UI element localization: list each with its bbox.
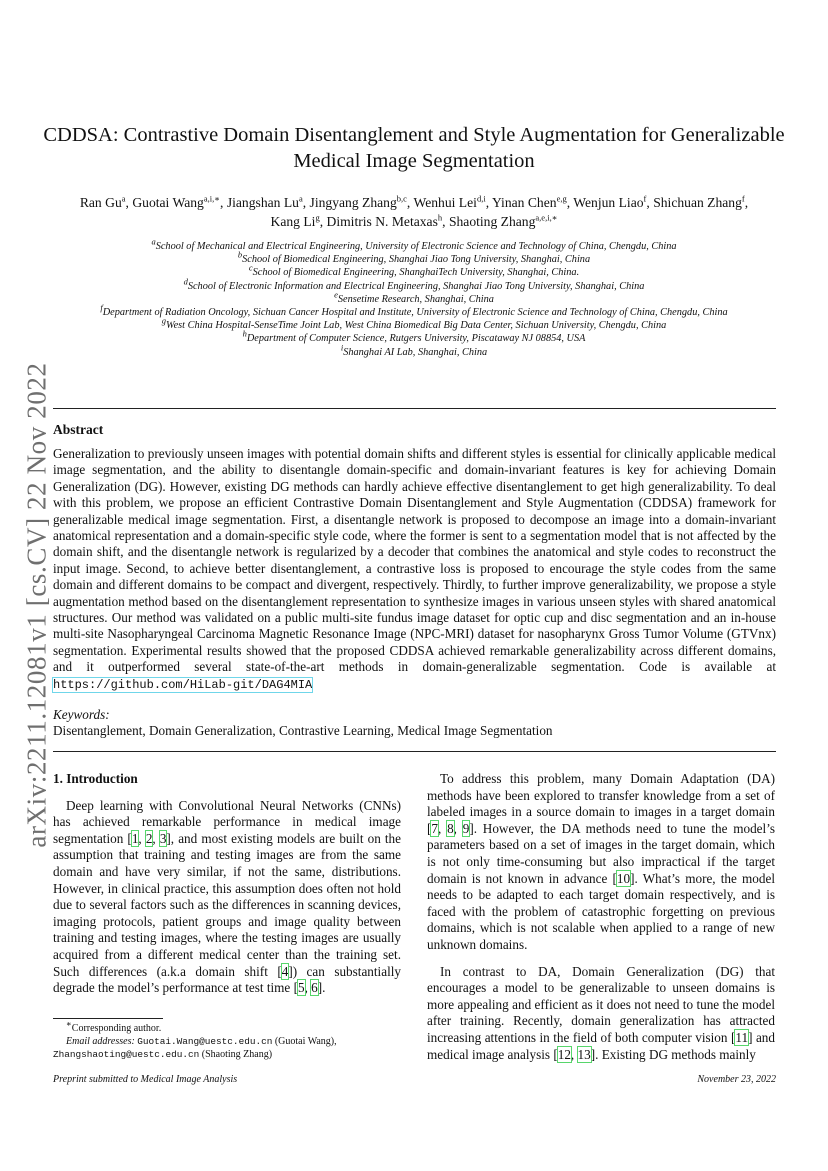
footer-date: November 23, 2022 [697,1074,776,1085]
affiliation: $^g$West China Hospital-SenseTime Joint Lab, West China Biomedical Big Data Center, Sichuan University, Chengdu, China [161,315,667,332]
citation-link[interactable]: 5 [297,980,305,996]
affiliation: $^a$School of Mechanical and Electrical Engineering, University of Electronic Science and Technology of China, Chengdu, China [151,236,677,252]
citation-link[interactable]: 3 [159,830,167,846]
affiliation: $^d$School of Electronic Information and Electrical Engineering, Shanghai Jiao Tong University, Shanghai, China [183,276,645,292]
author: Guotai Wang$^{a,i,∗}$ [132,193,221,210]
affiliation: $^i$Shanghai AI Lab, Shanghai, China [340,342,488,358]
intro-paragraph-3: In contrast to DA, Domain Generalization (DG) that encourages a model to be generalizable to unseen domains is more appealing and efficient as it does not need to tune the model after training. Recently, domain generalization has attracted increasing attentions in the field of both computer vision [11] and medical image analysis [12, 13]. Existing DG methods mainly [427,963,775,1062]
author: Shaoting Zhang$^{a,e,i,∗}$ [448,212,558,229]
citation-link[interactable]: 2 [145,830,153,846]
citation-link[interactable]: 4 [281,963,289,979]
arxiv-id: arXiv:2211.12081v1 [cs.CV] 22 Nov 2022 [21,362,52,848]
citation-link[interactable]: 6 [311,980,318,996]
arxiv-sidebar [22,355,52,855]
author: Wenhui Lei$^{d,i}$ [413,193,486,210]
affiliation: $^b$School of Biomedical Engineering, Shanghai Jiao Tong University, Shanghai, China [237,249,591,266]
affiliation: $^e$Sensetime Research, Shanghai, China [334,289,494,305]
citation-link[interactable]: 1 [131,830,139,846]
author: Shichuan Zhang$^f$ [653,193,745,210]
affiliation: $^c$School of Biomedical Engineering, ShanghaiTech University, Shanghai, China. [248,262,580,279]
citation-link[interactable]: 11 [735,1029,749,1045]
footnote-emails-cont: Zhangshaoting@uestc.edu.cn (Shaoting Zhang) [53,1049,273,1060]
email-link[interactable]: Zhangshaoting@uestc.edu.cn [53,1049,200,1060]
affiliation: $^f$Department of Radiation Oncology, Sichuan Cancer Hospital and Institute, University of Electronic Science and Technology of China, Chengdu, China [100,302,728,319]
keywords-heading: Keywords: [53,707,110,722]
affiliation-list [40,236,788,359]
author: Ran Gu$^a$ [79,193,126,210]
right-column [427,771,775,1063]
author: Wenjun Liao$^f$ [573,193,647,210]
footnote-emails: Email addresses: Guotai.Wang@uestc.edu.cn (Guotai Wang), [66,1036,337,1047]
citation-link[interactable]: 10 [616,870,631,886]
author-list: Ran Gu$^a$, Guotai Wang$^{a,i,∗}$, Jiangshan Lu$^a$, Jingyang Zhang$^{b,c}$, Wenhui Lei$^{d,i}$, Yinan Chen$^{e,g}$, Wenjun Liao$^f$, Shichuan Zhang$^f$, Kang Li$^g$, Dimitris N. Metaxas$^h$, Shaoting Zhang$^{a,e,i,∗}$ [79,193,749,229]
divider-bottom [53,751,776,752]
affiliation: $^h$Department of Computer Science, Rutgers University, Piscataway NJ 08854, USA [242,329,586,345]
citation-link[interactable]: 7 [431,820,438,836]
citation-link[interactable]: 12 [557,1046,571,1062]
abstract-body: Generalization to previously unseen images with potential domain shifts and different styles is essential for clinically applicable medical image segmentation, and the ability to disentangle domain-specific and domain-invariant features is key for achieving Domain Generalization (DG). However, existing DG methods can hardly achieve effective disentanglement to get high generalizability. To deal with this problem, we propose an efficient Contrastive Domain Disentanglement and Style Augmentation (CDDSA) framework for generalizable medical image segmentation. First, a disentangle network is proposed to decompose an image into a domain-invariant anatomical representation and a domain-specific style code, where the former is sent to a segmentation model that is not affected by the domain shift, and the disentangle network is regularized by a decoder that combines the anatomical and style codes to reconstruct the input image. Second, to achieve better disentanglement, a contrastive loss is proposed to encourage the style codes from the same domain and different domains to be compact and divergent, respectively. Thirdly, to further improve generalizability, we propose a style augmentation method based on the disentanglement representation to synthesize images in various unseen styles with shared anatomical structures. Our method was validated on a public multi-site fundus image dataset for optic cup and disc segmentation and an in-house multi-site Nasopharyngeal Carcinoma Magnetic Resonance Image (NPC-MRI) dataset for nasopharynx Gross Tumor Volume (GTVnx) segmentation. Experimental results showed that the proposed CDDSA achieved remarkable generalizability across different domains, and it outperformed several state-of-the-art methods in domain-generalizable segmentation. Code is available at https://github.com/HiLab-git/DAG4MIA [53,446,776,692]
paper-title: CDDSA: Contrastive Domain Disentanglement and Style Augmentation for Generalizable Medical Image Segmentation [43,124,785,172]
keywords-body: Disentanglement, Domain Generalization, Contrastive Learning, Medical Image Segmentation [53,723,553,738]
section-heading: 1. Introduction [53,771,138,786]
citation-link[interactable]: 8 [447,820,454,836]
citation-link[interactable]: 13 [577,1046,591,1062]
footnote-corresponding: ∗Corresponding author. [66,1018,162,1034]
divider-top [53,408,776,409]
citation-link[interactable]: 9 [462,820,470,836]
author: Yinan Chen$^{e,g}$ [491,193,567,210]
abstract-heading: Abstract [53,422,104,437]
author: Jingyang Zhang$^{b,c}$ [309,193,407,210]
code-link[interactable]: https://github.com/HiLab-git/DAG4MIA [53,677,313,692]
email-link[interactable]: Guotai.Wang@uestc.edu.cn [137,1036,273,1047]
left-column [53,771,401,997]
intro-paragraph-1: Deep learning with Convolutional Neural Networks (CNNs) has achieved remarkable performance in medical image segmentation [1, 2, 3], and most existing models are built on the assumption that training and testing images are from the same domain and have very similar, if not the same, distributions. However, in clinical practice, this assumption does often not hold due to several factors such as the differences in scanning devices, imaging protocols, patient groups and image quality between training and testing images, where the testing images are usually acquired from a different medical center than the training set. Such differences (a.k.a domain shift [4]) can substantially degrade the model’s performance at test time [5, 6]. [53,797,402,996]
footnotes [53,1018,413,1061]
author: Jiangshan Lu$^a$ [226,193,303,210]
author: Dimitris N. Metaxas$^h$ [326,212,443,229]
footer-journal: Preprint submitted to Medical Image Analysis [53,1074,238,1085]
intro-paragraph-2: To address this problem, many Domain Adaptation (DA) methods have been explored to transfer knowledge from a set of labeled images in a source domain to images in a target domain [7, 8, 9]. However, the DA methods need to tune the model’s parameters based on a set of images in the target domain, which is not only time-consuming but also impractical if the target domain is not known in advance [10]. What’s more, the model needs to be adapted to each target domain respectively, and is faced with the problem of catastrophic forgetting on previous domains, which is not scalable when applied to a range of new unknown domains. [427,771,775,952]
author: Kang Li$^g$ [270,212,320,229]
